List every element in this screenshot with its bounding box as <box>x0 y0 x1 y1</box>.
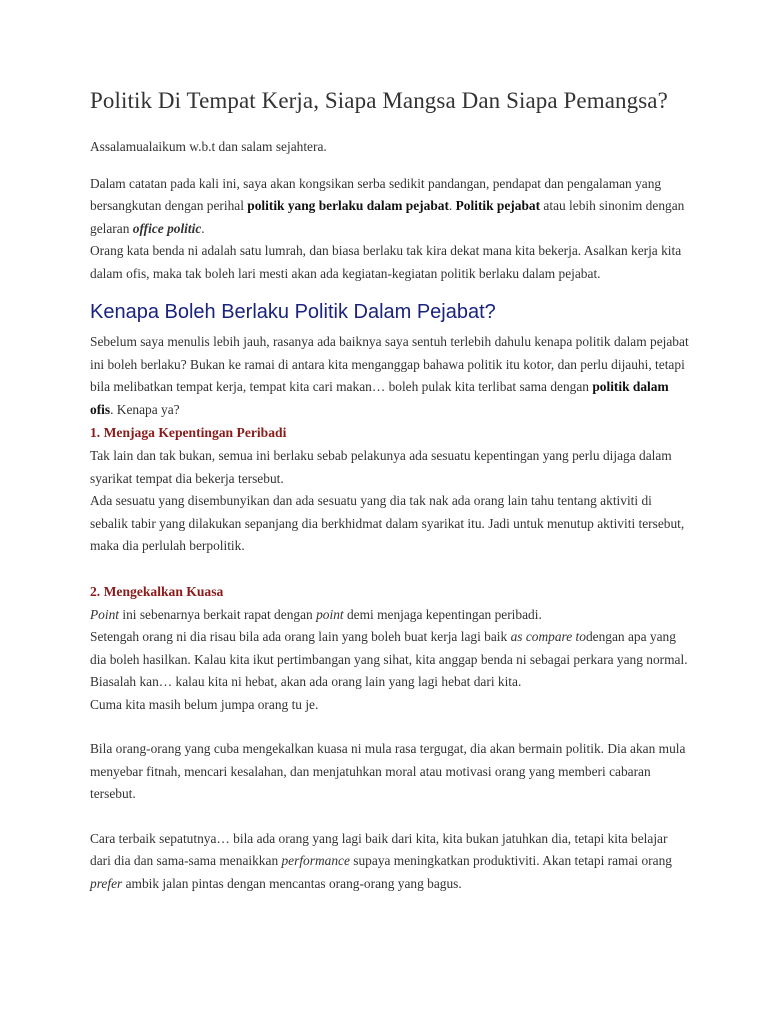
section-heading: Kenapa Boleh Berlaku Politik Dalam Pejabat? <box>90 301 496 323</box>
point-1-paragraph-2: Ada sesuatu yang disembunyikan dan ada sesuatu yang dia tak nak ada orang lain tahu tentang aktiviti di sebalik tabir yang dilakukan sepanjang dia berkhidmat dalam syarikat itu. Jadi untuk menutup aktiviti tersebut, maka dia perlulah berpolitik. <box>90 493 685 553</box>
point-2-p5-text-a: Cara terbaik sepatutnya… bila ada orang yang lagi baik dari kita, kita bukan jatuhkan dia, tetapi kita belajar dari dia dan sama-sama menaikkan <box>90 830 668 868</box>
page-title: Politik Di Tempat Kerja, Siapa Mangsa Dan Siapa Pemangsa? <box>90 88 668 113</box>
intro-text-g: . <box>201 220 205 236</box>
point-2-text-b: ini sebenarnya berkait rapat dengan <box>119 606 317 622</box>
point-italic-2: point <box>316 606 344 622</box>
point-italic: Point <box>90 606 120 622</box>
point-2-paragraph-4: Bila orang-orang yang cuba mengekalkan kuasa ni mula rasa tergugat, dia akan bermain politik. Dia akan mula menyebar fitnah, mencari kesalahan, dan menjatuhkan moral atau motivasi orang yang memberi cabaran tersebut. <box>90 741 686 801</box>
greeting-paragraph: Assalamualaikum w.b.t dan salam sejahtera. <box>90 139 327 154</box>
document-page <box>90 88 690 895</box>
point-2-p2-text-c: dengan apa yang dia boleh hasilkan. Kalau kita ikut pertimbangan yang sihat, kita anggap benda ni sebagai perkara yang normal. Biasalah kan… kalau kita ni hebat, akan ada orang lain yang lagi hebat dari kita. <box>90 629 688 689</box>
section-bold-politik-ofis: politik dalam ofis <box>90 379 669 417</box>
prefer-italic: prefer <box>90 875 123 891</box>
intro-paragraph <box>90 173 690 241</box>
as-compare-to-italic: as compare to <box>510 629 586 644</box>
point-2-paragraph-2 <box>90 626 690 694</box>
point-2-p5-text-e: ambik jalan pintas dengan mencantas orang-orang yang bagus. <box>122 875 462 891</box>
point-2-heading: 2. Mengekalkan Kuasa <box>90 583 224 599</box>
section-paragraph <box>90 331 690 421</box>
point-2-p5-text-c: supaya meningkatkan produktiviti. Akan tetapi ramai orang <box>349 853 672 868</box>
point-2-text-d: demi menjaga kepentingan peribadi. <box>343 606 542 622</box>
intro-text-e: atau lebih sinonim dengan gelaran <box>90 198 685 236</box>
intro-paragraph-2: Orang kata benda ni adalah satu lumrah, dan biasa berlaku tak kira dekat mana kita bekerja. Asalkan kerja kita dalam ofis, maka tak boleh lari mesti akan ada kegiatan-kegiatan politik berlaku dalam pejabat. <box>90 243 682 281</box>
performance-italic: performance <box>281 853 350 868</box>
intro-bold-politik-pejabat: politik yang berlaku dalam pejabat <box>247 198 449 213</box>
intro-bold-office-politic <box>132 220 205 236</box>
point-2-paragraph-5 <box>90 828 690 896</box>
point-2-paragraph-1 <box>90 604 690 627</box>
section-text-c: . Kenapa ya? <box>110 401 180 417</box>
intro-bold-politik-pejabat-2: Politik pejabat <box>455 198 541 213</box>
point-1-heading: 1. Menjaga Kepentingan Peribadi <box>90 425 287 440</box>
intro-text-a: Dalam catatan pada kali ini, saya akan kongsikan serba sedikit pandangan, pendapat dan pengalaman yang bersangkutan dengan perihal <box>90 175 662 213</box>
section-text-a: Sebelum saya menulis lebih jauh, rasanya ada baiknya saya sentuh terlebih dahulu kenapa politik dalam pejabat ini boleh berlaku? Bukan ke ramai di antara kita menganggap bahawa politik itu kotor, dan perlu dijauhi, tetapi bila melibatkan tempat kerja, tempat kita cari makan… boleh pulak kita terlibat sama dengan <box>90 334 689 394</box>
point-2-paragraph-3: Cuma kita masih belum jumpa orang tu je. <box>90 696 319 712</box>
point-1-paragraph-1: Tak lain dan tak bukan, semua ini berlaku sebab pelakunya ada sesuatu kepentingan yang perlu dijaga dalam syarikat tempat dia bekerja tersebut. <box>90 448 672 486</box>
point-2-p2-text-a: Setengah orang ni dia risau bila ada orang lain yang boleh buat kerja lagi baik <box>90 629 511 644</box>
intro-italic-office-politic: office politic <box>132 220 202 236</box>
intro-text-c: . <box>448 198 456 213</box>
